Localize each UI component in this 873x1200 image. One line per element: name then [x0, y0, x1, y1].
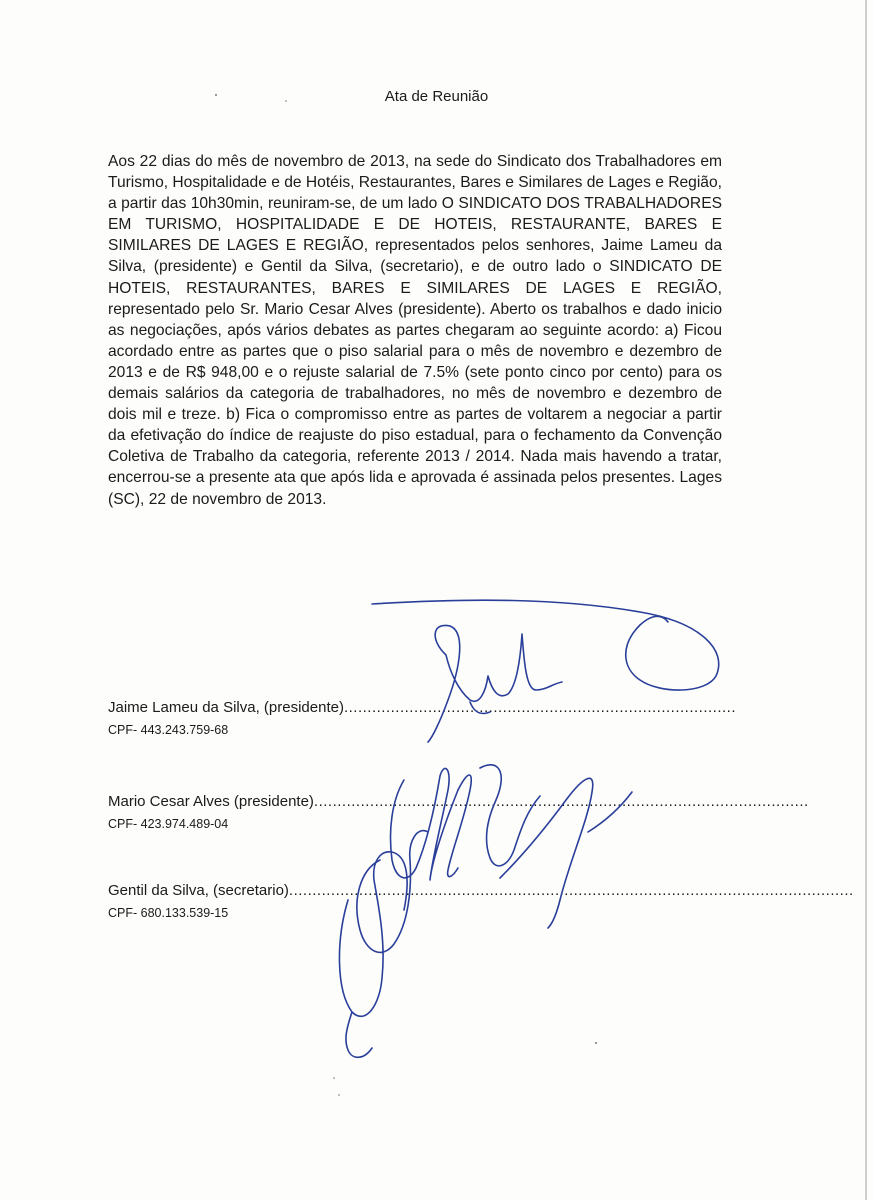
signatory-cpf: CPF- 423.974.489-04: [108, 817, 229, 831]
signature-dots: ..........................................................................................................: [313, 793, 809, 810]
document-title: Ata de Reunião: [384, 88, 489, 105]
signatory-name: Jaime Lameu da Silva, (presidente): [108, 699, 344, 716]
body-paragraph: Aos 22 dias do mês de novembro de 2013, na sede do Sindicato dos Trabalhadores em Turismo, Hospitalidade e de Hotéis, Restaurantes, Bares e Similares de Lages e Região, a partir das 10h30min, reuniram-se, de um lado O SINDICATO DOS TRABALHADORES EM TURISMO, HOSPITALIDADE E DE HOTEIS, RESTAURANTE, BARES E SIMILARES DE LAGES E REGIÃO, representados pelos senhores, Jaime Lameu da Silva, (presidente) e Gentil da Silva, (secretario), e de outro lado o SINDICATO DE HOTEIS, RESTAURANTES, BARES E SIMILARES DE LAGES E REGIÃO, representado pelo Sr. Mario Cesar Alves (presidente). Aberto os trabalhos e dado inicio as negociações, após vários debates as partes chegaram ao seguinte acordo: a) Ficou acordado entre as partes que o piso salarial para o mês de novembro e dezembro de 2013 e de R$ 948,00 e o rejuste salarial de 7.5% (sete ponto cinco por cento) para os demais salários da categoria de trabalhadores, no mês de novembro e dezembro de dois mil e treze. b) Fica o compromisso entre as partes de voltarem a negociar a partir da efetivação do índice de reajuste do piso estadual, para o fechamento da Convenção Coletiva de Trabalho da categoria, referente 2013 / 2014. Nada mais havendo a tratar, encerrou-se a presente ata que após lida e aprovada é assinada pelos presentes. Lages (SC), 22 de novembro de 2013.: [108, 153, 722, 508]
signatory-name: Gentil da Silva, (secretario): [108, 882, 289, 899]
signatory-name: Mario Cesar Alves (presidente): [108, 793, 314, 810]
signatory-cpf: CPF- 680.133.539-15: [108, 906, 229, 920]
signature-dots: .........................................................................................................................: [288, 882, 854, 899]
signatory-cpf: CPF- 443.243.759-68: [108, 723, 229, 737]
signature-dots: ....................................................................................: [343, 699, 737, 716]
